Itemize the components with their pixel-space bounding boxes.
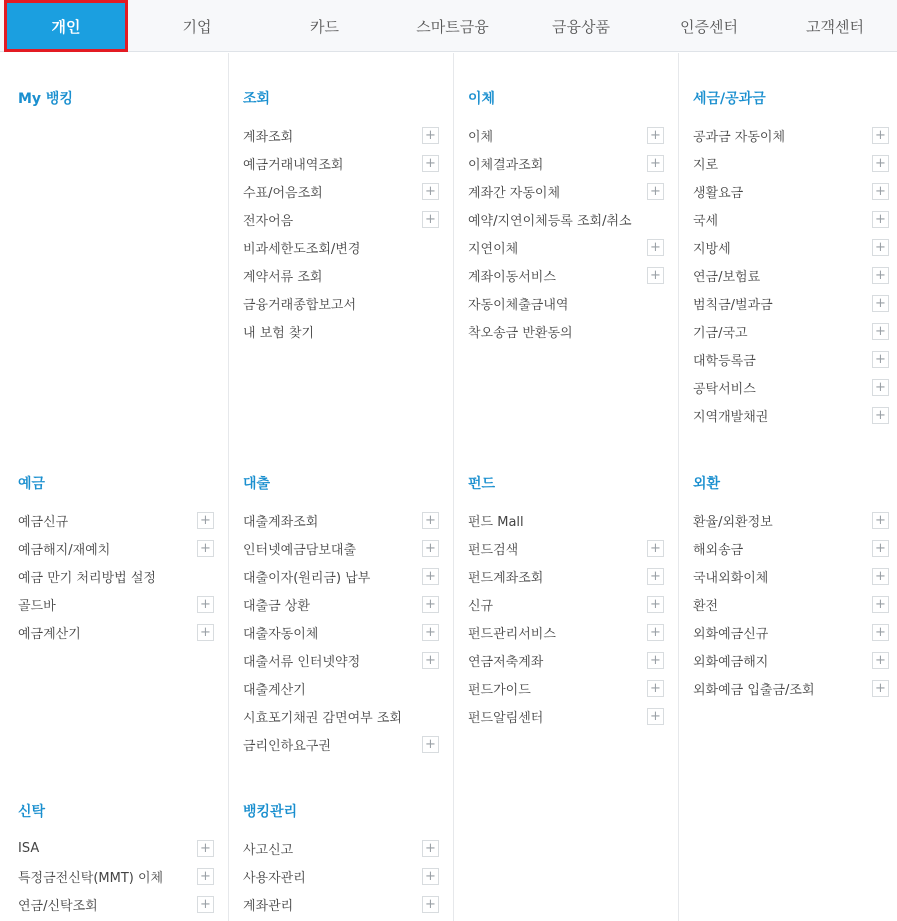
expand-plus-icon[interactable]: +: [872, 540, 889, 557]
menu-item[interactable]: [693, 590, 889, 618]
menu-item-label: 펀드가이드: [468, 682, 531, 698]
expand-plus-icon[interactable]: +: [872, 407, 889, 424]
tab-customer-center[interactable]: 고객센터: [806, 17, 864, 36]
menu-item-label: 외화예금해지: [693, 654, 769, 670]
menu-item[interactable]: [18, 618, 214, 646]
menu-item[interactable]: [693, 317, 889, 345]
menu-item-label: 대학등록금: [693, 353, 756, 369]
menu-item[interactable]: [468, 674, 664, 702]
menu-item-label: 전자어음: [243, 213, 294, 229]
menu-item-label: 계좌조회: [243, 129, 294, 145]
menu-item[interactable]: [243, 674, 439, 702]
menu-item[interactable]: [243, 618, 439, 646]
menu-item[interactable]: [468, 121, 664, 149]
expand-plus-icon[interactable]: +: [647, 568, 664, 585]
menu-group-title[interactable]: 펀드: [468, 476, 496, 492]
menu-item[interactable]: [243, 121, 439, 149]
menu-item-label: 지연이체: [468, 241, 519, 257]
menu-item-label: 계좌이동서비스: [468, 269, 556, 285]
menu-item-label: 사용자관리: [243, 870, 306, 886]
expand-plus-icon[interactable]: +: [422, 155, 439, 172]
menu-item-label: 사고신고: [243, 842, 294, 858]
menu-item-label: 생활요금: [693, 185, 744, 201]
expand-plus-icon[interactable]: +: [422, 211, 439, 228]
expand-plus-icon[interactable]: +: [647, 680, 664, 697]
expand-plus-icon[interactable]: +: [647, 155, 664, 172]
menu-item-label: 펀드알림센터: [468, 710, 544, 726]
menu-item[interactable]: [468, 205, 664, 233]
menu-item-label: 자동이체출금내역: [468, 297, 569, 313]
expand-plus-icon[interactable]: +: [422, 652, 439, 669]
menu-item-label: 연금저축계좌: [468, 654, 544, 670]
expand-plus-icon[interactable]: +: [872, 512, 889, 529]
menu-item[interactable]: [243, 233, 439, 261]
menu-item-label: 대출이자(원리금) 납부: [243, 570, 371, 586]
menu-item[interactable]: [693, 121, 889, 149]
menu-item-label: 계좌간 자동이체: [468, 185, 561, 201]
expand-plus-icon[interactable]: +: [422, 596, 439, 613]
menu-group-title[interactable]: 외환: [693, 476, 721, 492]
menu-item[interactable]: [243, 289, 439, 317]
menu-item-label: 대출금 상환: [243, 598, 310, 614]
menu-item[interactable]: [18, 562, 214, 590]
expand-plus-icon[interactable]: +: [422, 512, 439, 529]
menu-item[interactable]: [243, 534, 439, 562]
menu-item-label: 신규: [468, 598, 494, 614]
expand-plus-icon[interactable]: +: [872, 624, 889, 641]
expand-plus-icon[interactable]: +: [872, 295, 889, 312]
menu-item-label: 골드바: [18, 598, 56, 614]
expand-plus-icon[interactable]: +: [872, 155, 889, 172]
menu-item-label: 외화예금 입출금/조회: [693, 682, 815, 698]
menu-item-label: 금융거래종합보고서: [243, 297, 357, 313]
top-nav-tabs: [0, 0, 897, 52]
menu-group-title[interactable]: 이체: [468, 91, 496, 107]
menu-item[interactable]: [243, 317, 439, 345]
menu-item-label: 기금/국고: [693, 325, 748, 341]
menu-group-title[interactable]: My 뱅킹: [18, 91, 73, 107]
menu-item[interactable]: [468, 289, 664, 317]
expand-plus-icon[interactable]: +: [197, 512, 214, 529]
menu-item[interactable]: [693, 149, 889, 177]
expand-plus-icon[interactable]: +: [422, 868, 439, 885]
menu-item-label: 환율/외환정보: [693, 514, 773, 530]
expand-plus-icon[interactable]: +: [422, 568, 439, 585]
column-divider: [678, 53, 679, 921]
mega-menu: [0, 53, 897, 921]
tab-certificate-center[interactable]: 인증센터: [680, 17, 738, 36]
menu-item-label: 대출자동이체: [243, 626, 319, 642]
menu-item-label: 금리인하요구권: [243, 738, 331, 754]
menu-group-title[interactable]: 신탁: [18, 804, 46, 820]
menu-item[interactable]: [243, 702, 439, 730]
menu-item-label: 예약/지연이체등록 조회/취소: [468, 213, 632, 229]
menu-item[interactable]: [243, 590, 439, 618]
expand-plus-icon[interactable]: +: [647, 239, 664, 256]
menu-item[interactable]: [468, 149, 664, 177]
menu-item-label: 인터넷예금담보대출: [243, 542, 357, 558]
menu-item-label: 예금거래내역조회: [243, 157, 344, 173]
expand-plus-icon[interactable]: +: [422, 840, 439, 857]
expand-plus-icon[interactable]: +: [872, 379, 889, 396]
menu-item[interactable]: [468, 317, 664, 345]
menu-item-label: 외화예금신규: [693, 626, 769, 642]
menu-item-label: 펀드검색: [468, 542, 519, 558]
expand-plus-icon[interactable]: +: [197, 868, 214, 885]
menu-item-label: 이체결과조회: [468, 157, 544, 173]
menu-item[interactable]: [468, 233, 664, 261]
menu-item-label: 공탁서비스: [693, 381, 756, 397]
menu-item-label: 대출계좌조회: [243, 514, 319, 530]
menu-item[interactable]: [243, 862, 439, 890]
menu-item-label: 범칙금/벌과금: [693, 297, 773, 313]
menu-item[interactable]: [693, 646, 889, 674]
menu-item[interactable]: [693, 177, 889, 205]
menu-item-label: 예금 만기 처리방법 설정: [18, 570, 156, 586]
menu-item-label: 특정금전신탁(MMT) 이체: [18, 870, 164, 886]
menu-item[interactable]: [243, 730, 439, 758]
menu-item[interactable]: [468, 506, 664, 534]
menu-group-title[interactable]: 세금/공과금: [693, 91, 766, 107]
menu-item[interactable]: [243, 834, 439, 862]
menu-item[interactable]: [693, 345, 889, 373]
expand-plus-icon[interactable]: +: [872, 351, 889, 368]
menu-item-label: 시효포기채권 감면여부 조회: [243, 710, 402, 726]
menu-item[interactable]: [468, 590, 664, 618]
menu-item-label: ISA: [18, 840, 40, 856]
menu-item[interactable]: [243, 562, 439, 590]
menu-group-title[interactable]: 대출: [243, 476, 271, 492]
expand-plus-icon[interactable]: +: [872, 323, 889, 340]
menu-item[interactable]: [18, 862, 214, 890]
expand-plus-icon[interactable]: +: [647, 596, 664, 613]
expand-plus-icon[interactable]: +: [422, 127, 439, 144]
expand-plus-icon[interactable]: +: [197, 624, 214, 641]
expand-plus-icon[interactable]: +: [422, 736, 439, 753]
menu-item-label: 수표/어음조회: [243, 185, 323, 201]
menu-item[interactable]: [243, 506, 439, 534]
expand-plus-icon[interactable]: +: [197, 840, 214, 857]
menu-item[interactable]: [693, 618, 889, 646]
expand-plus-icon[interactable]: +: [872, 183, 889, 200]
menu-item[interactable]: [468, 618, 664, 646]
expand-plus-icon[interactable]: +: [872, 680, 889, 697]
tab-business[interactable]: 기업: [182, 17, 212, 36]
menu-item-label: 지방세: [693, 241, 731, 257]
menu-item-label: 대출서류 인터넷약정: [243, 654, 361, 670]
menu-item[interactable]: [18, 534, 214, 562]
menu-group-title[interactable]: 예금: [18, 476, 46, 492]
tab-smart-banking[interactable]: 스마트금융: [416, 17, 489, 36]
menu-item-label: 연금/보험료: [693, 269, 761, 285]
tab-card[interactable]: 카드: [310, 17, 339, 36]
expand-plus-icon[interactable]: +: [872, 267, 889, 284]
expand-plus-icon[interactable]: +: [197, 540, 214, 557]
menu-item[interactable]: [693, 205, 889, 233]
column-divider: [228, 53, 229, 921]
menu-item-label: 공과금 자동이체: [693, 129, 786, 145]
menu-item-label: 연금/신탁조회: [18, 898, 98, 914]
expand-plus-icon[interactable]: +: [197, 896, 214, 913]
menu-group-title[interactable]: 조회: [243, 91, 271, 107]
menu-item-label: 국세: [693, 213, 719, 229]
expand-plus-icon[interactable]: +: [872, 652, 889, 669]
menu-item[interactable]: [468, 646, 664, 674]
menu-item[interactable]: [468, 702, 664, 730]
expand-plus-icon[interactable]: +: [647, 127, 664, 144]
expand-plus-icon[interactable]: +: [647, 624, 664, 641]
menu-item[interactable]: [693, 506, 889, 534]
menu-item[interactable]: [18, 890, 214, 918]
menu-item[interactable]: [693, 674, 889, 702]
menu-item[interactable]: [243, 149, 439, 177]
menu-item-label: 예금해지/재예치: [18, 542, 111, 558]
menu-item-label: 환전: [693, 598, 719, 614]
menu-item-label: 계약서류 조회: [243, 269, 323, 285]
expand-plus-icon[interactable]: +: [422, 624, 439, 641]
expand-plus-icon[interactable]: +: [647, 267, 664, 284]
expand-plus-icon[interactable]: +: [197, 596, 214, 613]
menu-item[interactable]: [468, 261, 664, 289]
menu-item[interactable]: [243, 261, 439, 289]
menu-item[interactable]: [693, 562, 889, 590]
menu-item-label: 지로: [693, 157, 719, 173]
menu-item-label: 국내외화이체: [693, 570, 769, 586]
expand-plus-icon[interactable]: +: [422, 183, 439, 200]
expand-plus-icon[interactable]: +: [872, 596, 889, 613]
menu-item-label: 대출계산기: [243, 682, 306, 698]
menu-item[interactable]: [18, 590, 214, 618]
menu-item[interactable]: [693, 233, 889, 261]
menu-item[interactable]: [693, 289, 889, 317]
menu-item-label: 비과세한도조회/변경: [243, 241, 361, 257]
menu-item-label: 펀드관리서비스: [468, 626, 556, 642]
expand-plus-icon[interactable]: +: [647, 540, 664, 557]
tab-products[interactable]: 금융상품: [552, 17, 610, 36]
menu-item[interactable]: [243, 205, 439, 233]
expand-plus-icon[interactable]: +: [872, 239, 889, 256]
menu-item[interactable]: [243, 646, 439, 674]
expand-plus-icon[interactable]: +: [872, 127, 889, 144]
menu-item-label: 예금신규: [18, 514, 69, 530]
menu-item-label: 예금계산기: [18, 626, 81, 642]
menu-group-title[interactable]: 뱅킹관리: [243, 804, 298, 820]
column-divider: [453, 53, 454, 921]
menu-item[interactable]: [18, 834, 214, 862]
expand-plus-icon[interactable]: +: [422, 540, 439, 557]
tab-personal[interactable]: 개인: [4, 0, 128, 52]
menu-item[interactable]: [468, 177, 664, 205]
expand-plus-icon[interactable]: +: [872, 568, 889, 585]
menu-item-label: 이체: [468, 129, 494, 145]
menu-item-label: 펀드계좌조회: [468, 570, 544, 586]
menu-item-label: 계좌관리: [243, 898, 294, 914]
menu-item-label: 펀드 Mall: [468, 514, 524, 530]
expand-plus-icon[interactable]: +: [422, 896, 439, 913]
menu-item[interactable]: [18, 506, 214, 534]
menu-item-label: 해외송금: [693, 542, 744, 558]
menu-item[interactable]: [693, 534, 889, 562]
menu-item-label: 내 보험 찾기: [243, 325, 315, 341]
menu-item[interactable]: [468, 562, 664, 590]
menu-item[interactable]: [693, 401, 889, 429]
menu-item[interactable]: [693, 261, 889, 289]
menu-item[interactable]: [468, 534, 664, 562]
menu-item[interactable]: [243, 177, 439, 205]
expand-plus-icon[interactable]: +: [647, 708, 664, 725]
expand-plus-icon[interactable]: +: [647, 652, 664, 669]
expand-plus-icon[interactable]: +: [647, 183, 664, 200]
menu-item-label: 지역개발채권: [693, 409, 769, 425]
menu-item[interactable]: [243, 890, 439, 918]
menu-item[interactable]: [693, 373, 889, 401]
expand-plus-icon[interactable]: +: [872, 211, 889, 228]
menu-item-label: 착오송금 반환동의: [468, 325, 573, 341]
